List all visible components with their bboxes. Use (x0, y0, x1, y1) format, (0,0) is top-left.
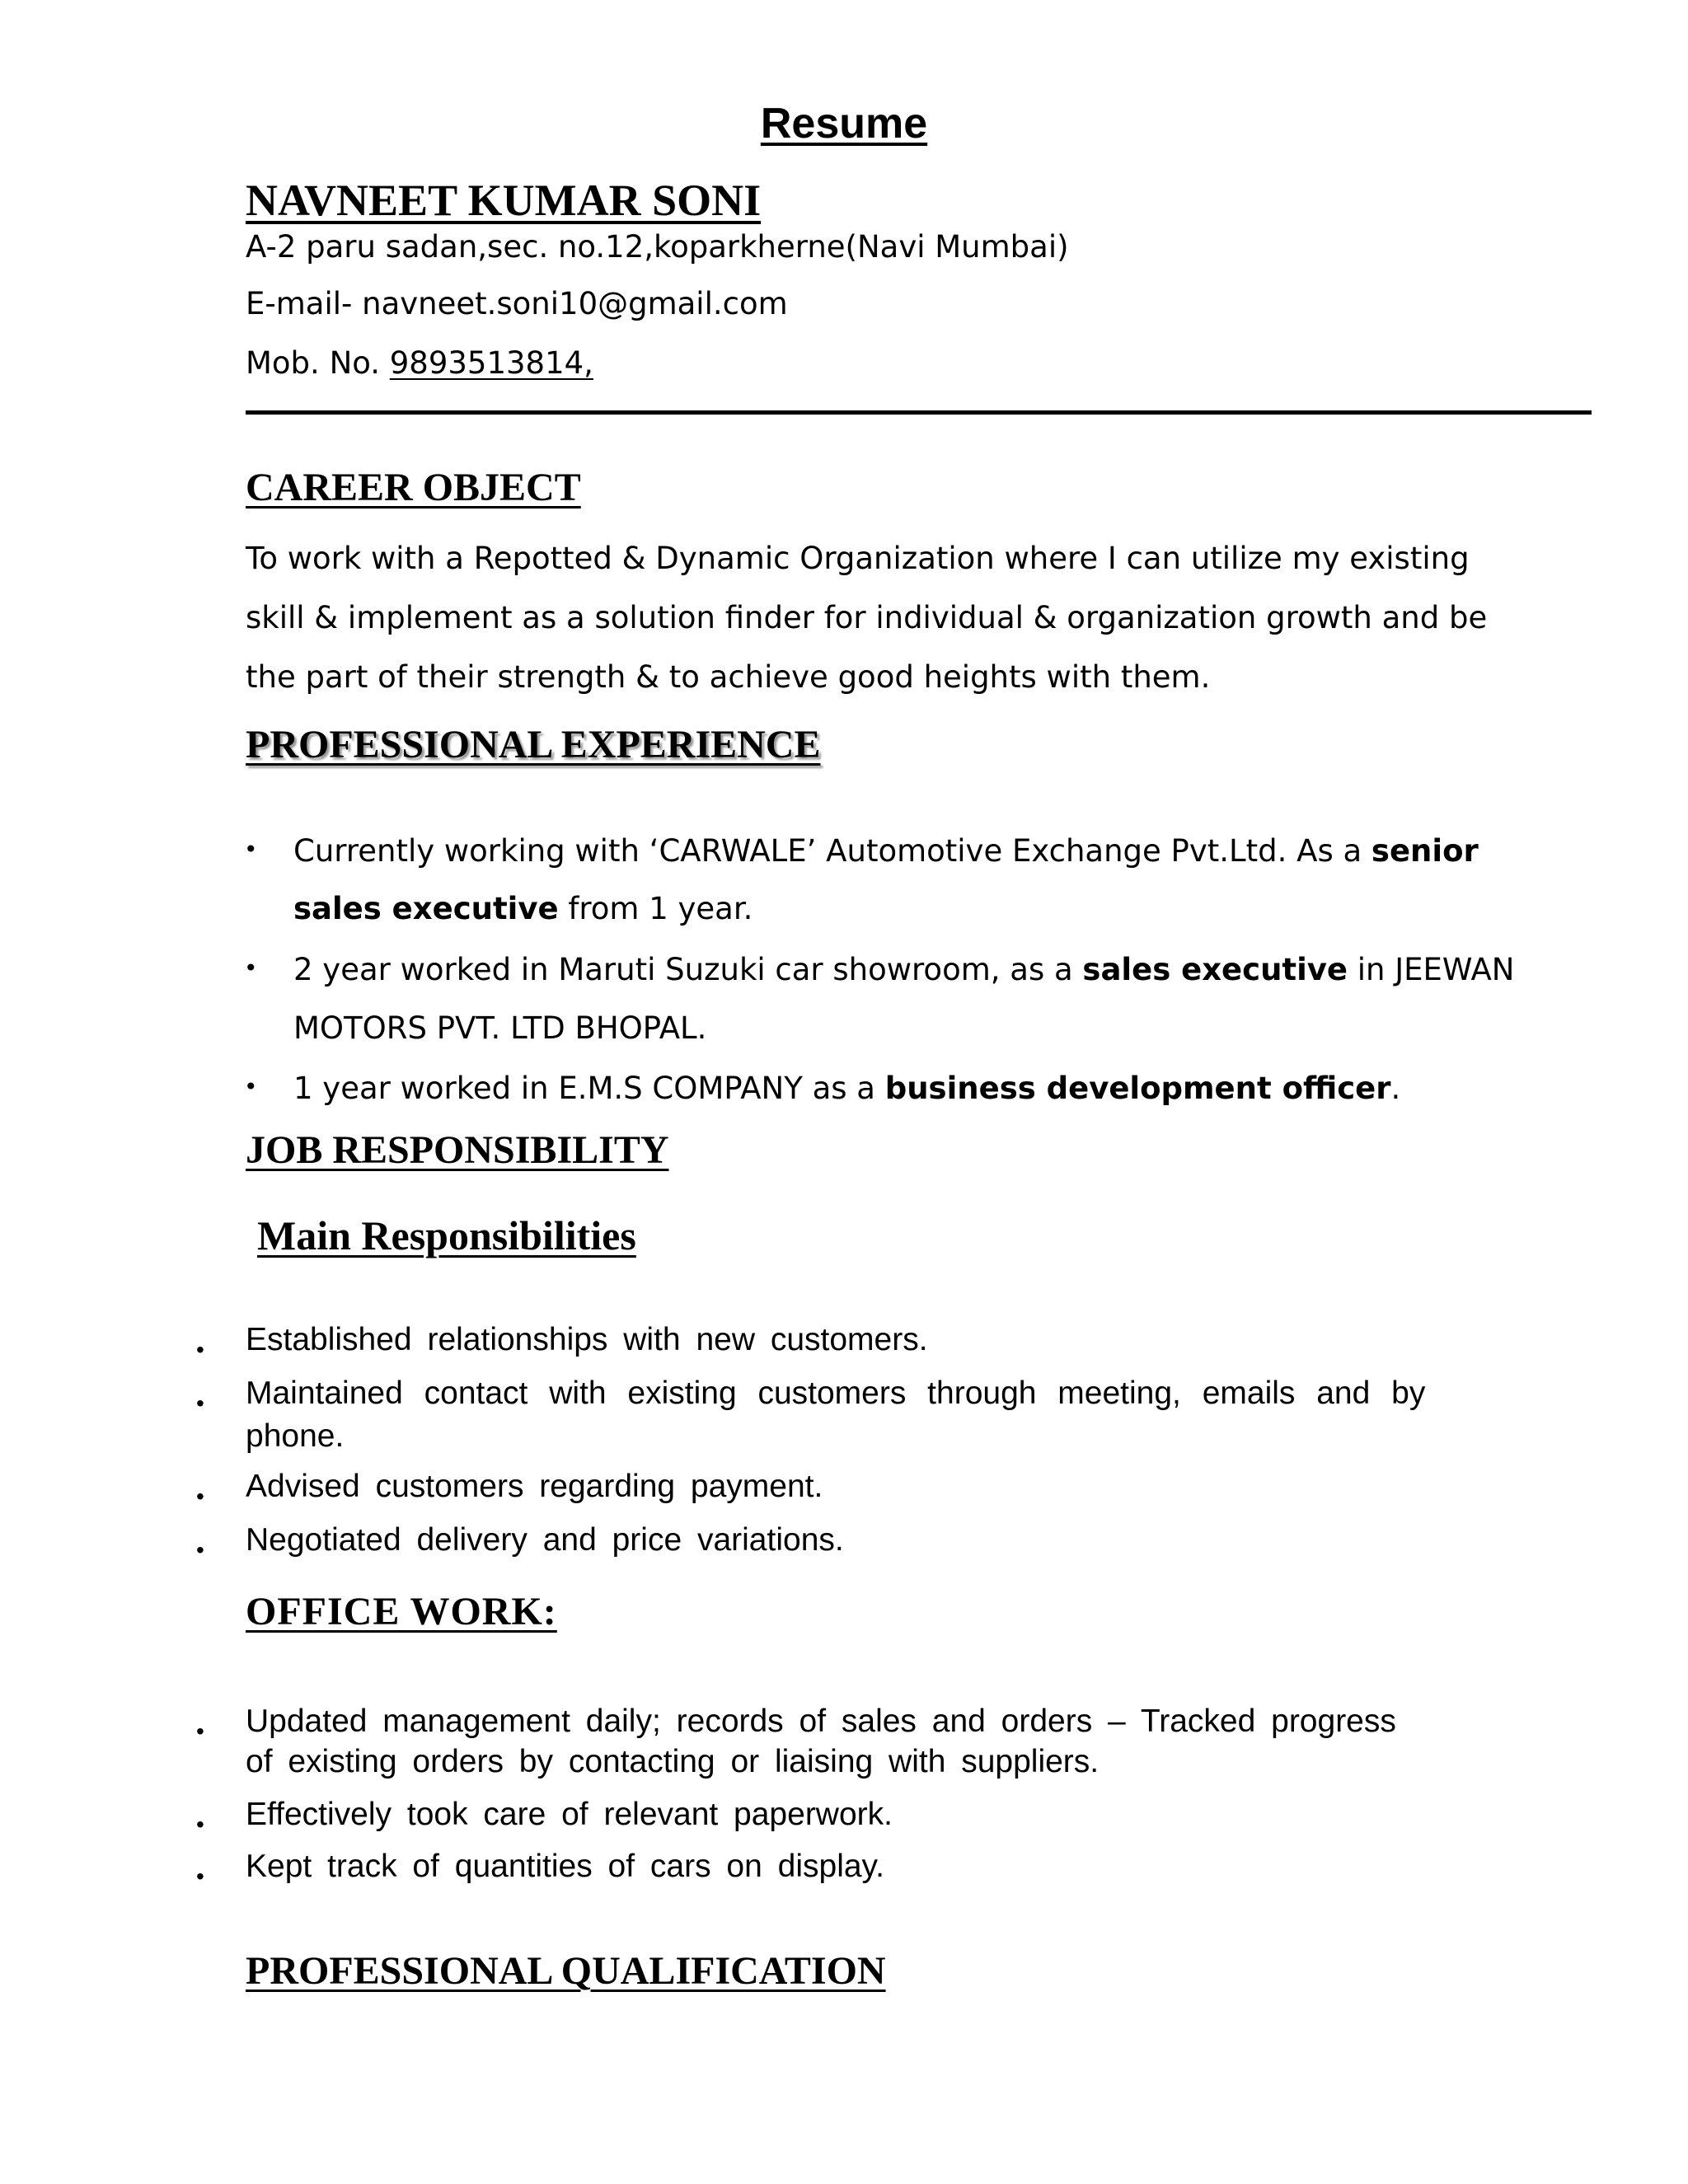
candidate-name: NAVNEET KUMAR SONI (246, 176, 762, 225)
bullet-icon: • (244, 954, 258, 982)
career-heading: CAREER OBJECT (246, 466, 581, 509)
document-title: Resume (760, 100, 928, 148)
bullet-icon: • (196, 1718, 204, 1744)
header-divider (246, 410, 1592, 415)
job-heading: JOB RESPONSIBILITY (246, 1128, 669, 1172)
career-line: the part of their strength & to achieve good heights with them. (246, 659, 1211, 695)
responsibility-item: Advised customers regarding payment. (246, 1469, 823, 1504)
office-item: Kept track of quantities of cars on display. (246, 1849, 884, 1884)
office-heading: OFFICE WORK: (246, 1590, 557, 1633)
bullet-icon: • (196, 1863, 204, 1889)
experience-item-line: MOTORS PVT. LTD BHOPAL. (293, 1010, 707, 1046)
mobile-number: 9893513814, (389, 345, 593, 381)
mobile-label: Mob. No. (246, 345, 390, 381)
bullet-icon: • (196, 1811, 204, 1837)
email-text: E-mail- navneet.soni10@gmail.com (246, 286, 788, 321)
career-line: To work with a Repotted & Dynamic Organization where I can utilize my existing (246, 541, 1470, 576)
bullet-icon: • (196, 1390, 204, 1416)
experience-item-line: Currently working with ‘CARWALE’ Automotive Exchange Pvt.Ltd. As a senior (293, 833, 1479, 869)
career-line: skill & implement as a solution finder for individual & organization growth and be (246, 600, 1488, 635)
bullet-icon: • (196, 1537, 204, 1563)
responsibility-item: Established relationships with new customers. (246, 1322, 928, 1357)
responsibility-item: Maintained contact with existing customers through meeting, emails and by (246, 1376, 1426, 1411)
experience-item-line: 1 year worked in E.M.S COMPANY as a business development officer. (293, 1071, 1401, 1106)
responsibility-item: Negotiated delivery and price variations. (246, 1522, 844, 1558)
office-item: Effectively took care of relevant paperwork. (246, 1797, 893, 1832)
main-responsibilities-heading: Main Responsibilities (257, 1212, 636, 1258)
office-item: Updated management daily; records of sales and orders – Tracked progress (246, 1704, 1396, 1739)
bullet-icon: • (196, 1483, 204, 1509)
mobile-line (246, 345, 593, 381)
qualification-heading: PROFESSIONAL QUALIFICATION (246, 1949, 886, 1993)
experience-item-line: sales executive from 1 year. (293, 891, 753, 926)
address-text: A-2 paru sadan,sec. no.12,koparkherne(Navi Mumbai) (246, 229, 1069, 265)
office-item-continued: of existing orders by contacting or liaising with suppliers. (246, 1744, 1100, 1779)
bullet-icon: • (244, 836, 258, 863)
experience-heading: PROFESSIONAL EXPERIENCE (246, 723, 821, 766)
bullet-icon: • (196, 1337, 204, 1362)
experience-item-line: 2 year worked in Maruti Suzuki car showroom, as a sales executive in JEEWAN (293, 952, 1515, 987)
bullet-icon: • (244, 1073, 258, 1100)
responsibility-item-continued: phone. (246, 1418, 345, 1454)
